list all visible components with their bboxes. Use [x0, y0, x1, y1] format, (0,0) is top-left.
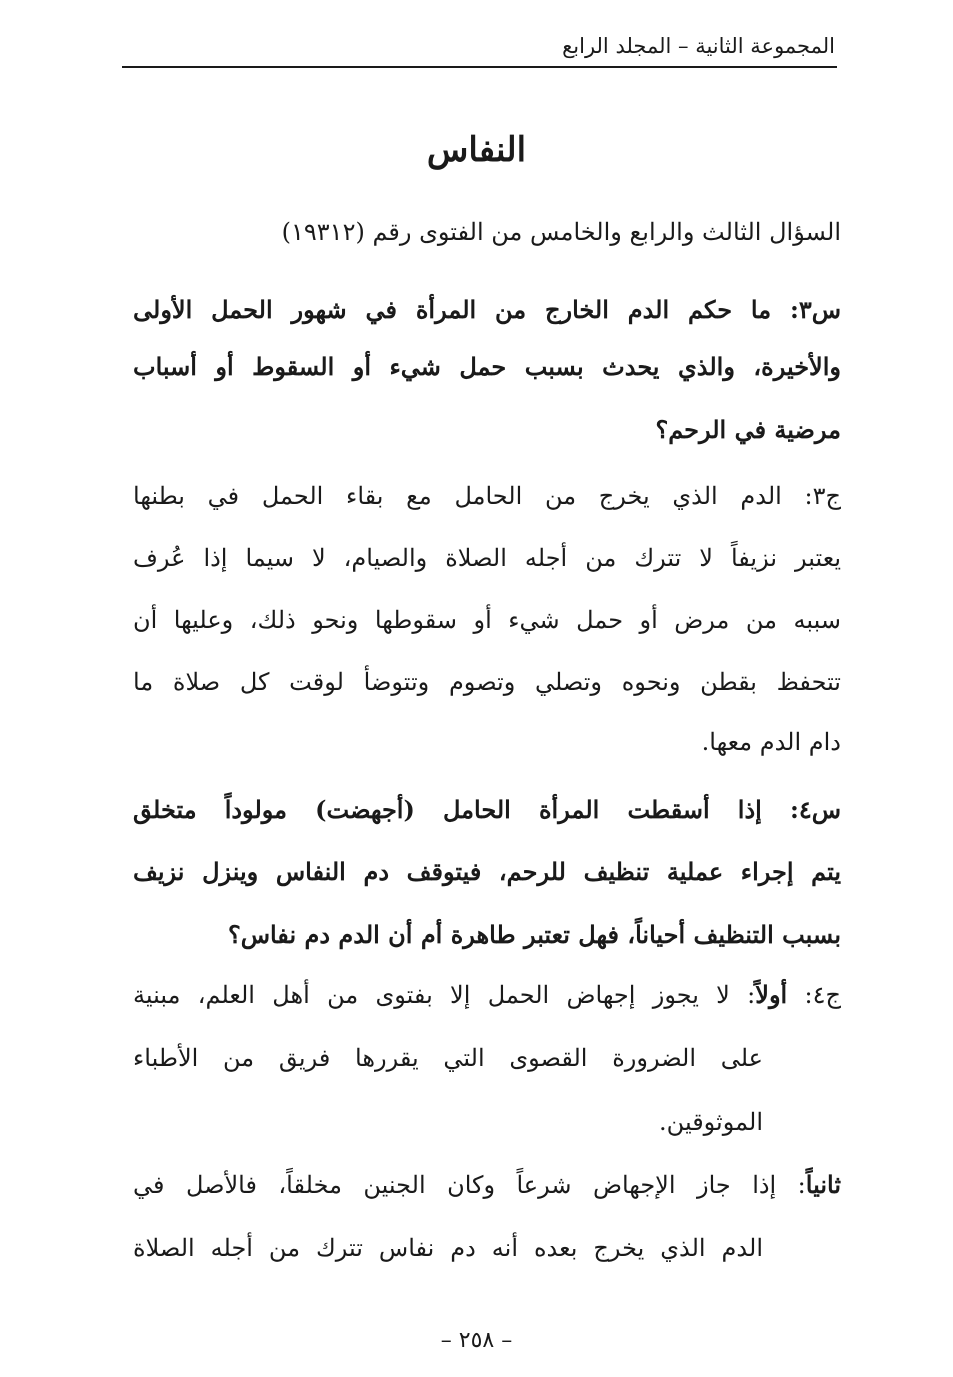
- page-title: النفاس: [426, 130, 527, 170]
- answer-3-line: يعتبر نزيفاً لا تترك من أجله الصلاة والصيام، لا سيما إذا عُرف: [133, 544, 841, 572]
- answer-4-second-text: : إذا جاز الإجهاض شرعاً وكان الجنين مخلقاً، فالأصل في: [133, 1171, 806, 1199]
- question-3-line: مرضية في الرحم؟: [655, 415, 841, 444]
- answer-4-first-text: : لا يجوز إجهاض الحمل إلا بفتوى من أهل العلم، مبنية: [133, 981, 756, 1009]
- second-marker: ثانياً: [805, 1170, 841, 1199]
- page-number: – ٢٥٨ –: [440, 1328, 513, 1353]
- first-marker: أولاً: [755, 980, 788, 1009]
- answer-4-second-line: [133, 1165, 841, 1205]
- answer-3-line: تتحفظ بقطن ونحوه وتصلي وتصوم وتتوضأ لوقت كل صلاة ما: [133, 668, 841, 696]
- answer-3-line: سببه من مرض أو حمل شيء أو سقوطها ونحو ذلك، وعليها أن: [133, 606, 841, 634]
- answer-3-line: دام الدم معها.: [701, 728, 841, 756]
- question-4-line: بسبب التنظيف أحياناً، فهل تعتبر طاهرة أم أن الدم دم نفاس؟: [227, 920, 841, 949]
- answer-4-line: الدم الذي يخرج بعده أنه دم نفاس تترك من أجله الصلاة: [133, 1234, 763, 1262]
- answer-4-line: على الضرورة القصوى التي يقررها فريق من الأطباء: [133, 1044, 763, 1072]
- answer-4-prefix: ج٤:: [787, 981, 841, 1009]
- question-4-line: س٤: إذا أسقطت المرأة الحامل (أجهضت) مولوداً متخلق: [133, 795, 841, 824]
- answer-3-line: ج٣: الدم الذي يخرج من الحامل مع بقاء الحمل في بطنها: [133, 482, 841, 510]
- intro-line: السؤال الثالث والرابع والخامس من الفتوى رقم (١٩٣١٢): [281, 218, 841, 246]
- header-rule: [122, 66, 837, 68]
- question-3-line: س٣: ما حكم الدم الخارج من المرأة في شهور الحمل الأولى: [133, 295, 841, 324]
- answer-4-first-line: [133, 975, 841, 1015]
- running-head: المجموعة الثانية – المجلد الرابع: [562, 34, 835, 58]
- answer-4-line: الموثوقين.: [659, 1108, 763, 1136]
- question-3-line: والأخيرة، والذي يحدث بسبب حمل شيء أو السقوط أو أسباب: [133, 352, 841, 381]
- question-4-line: يتم إجراء عملية تنظيف للرحم، فيتوقف دم النفاس وينزل نزيف: [133, 857, 841, 886]
